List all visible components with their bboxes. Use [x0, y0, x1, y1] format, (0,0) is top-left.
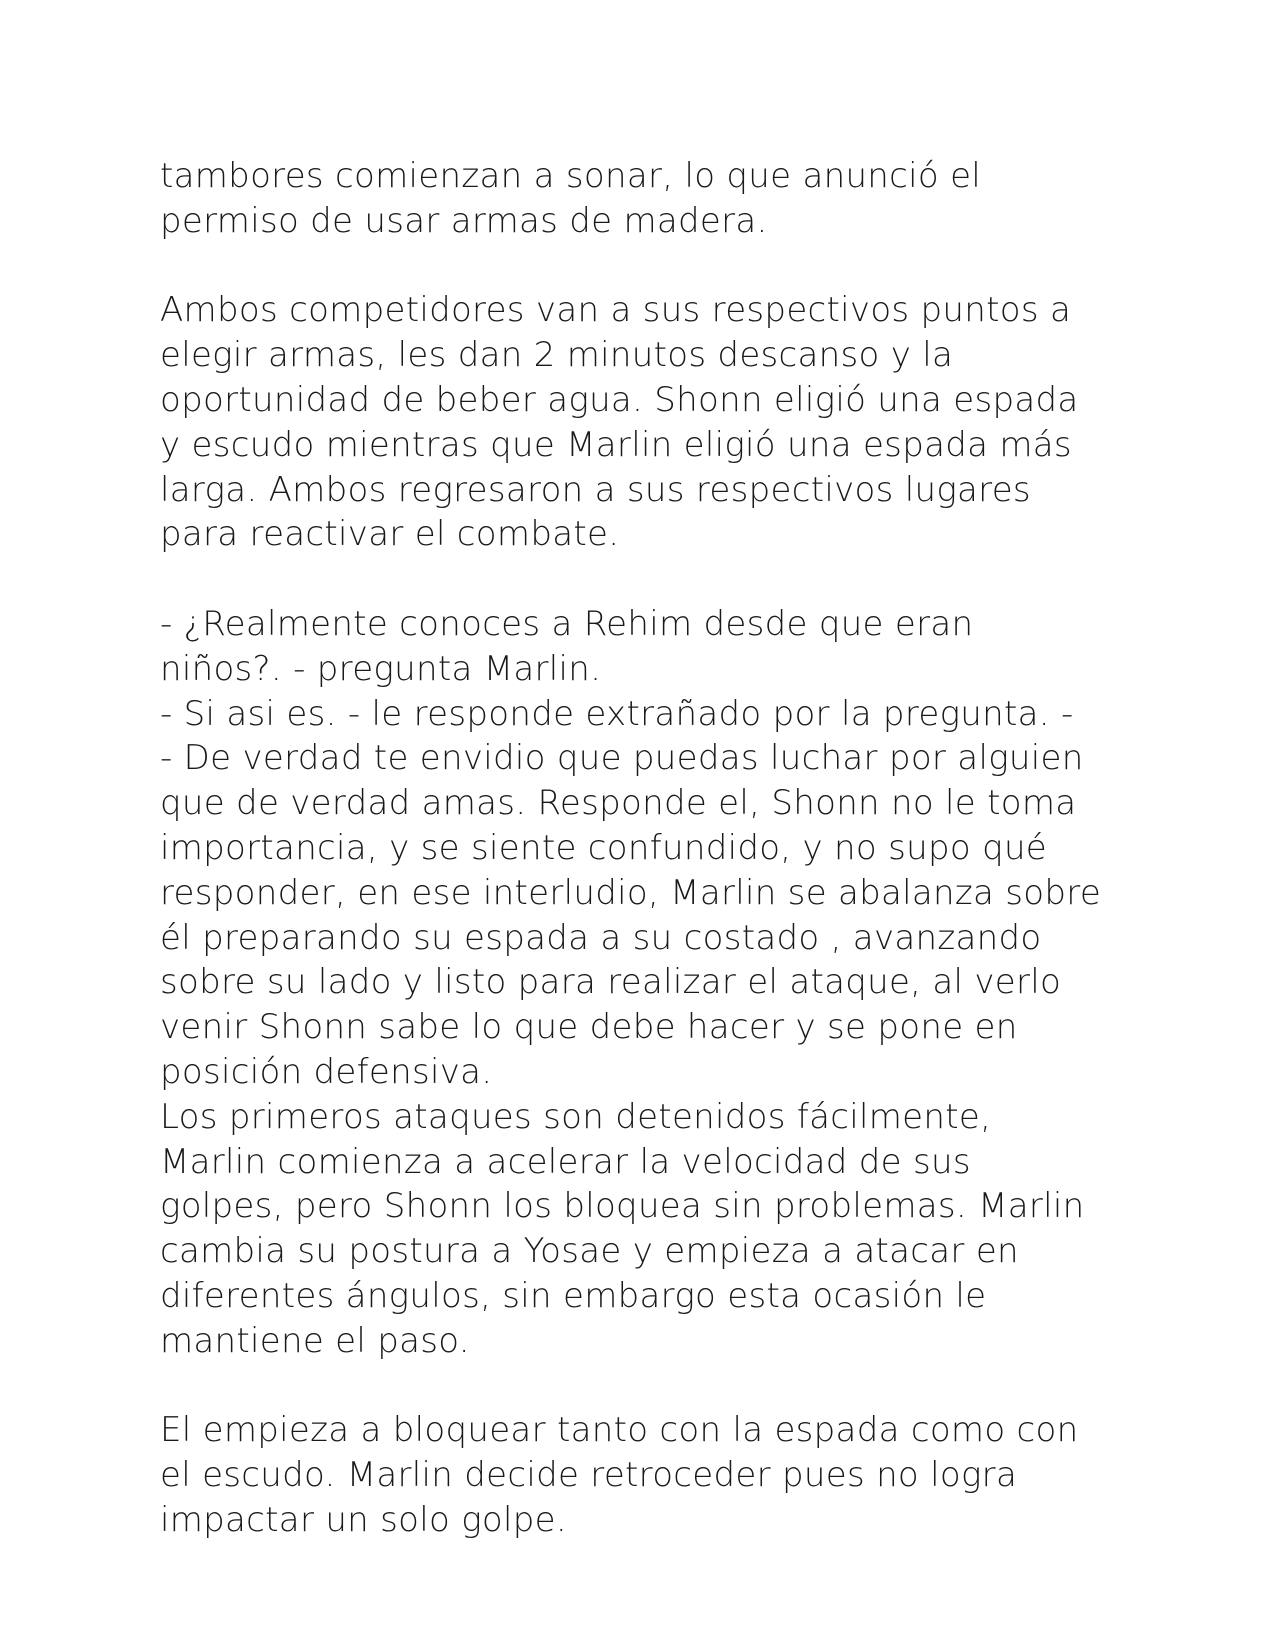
paragraph-gap: [160, 1364, 1160, 1409]
text-line: - Si asi es. - le responde extrañado por la pregunta. -: [160, 693, 1074, 734]
text-line: y escudo mientras que Marlin eligió una espada más: [160, 424, 1072, 465]
text-line: que de verdad amas. Responde el, Shonn no le toma: [160, 783, 1077, 824]
text-line: para reactivar el combate.: [160, 514, 620, 555]
text-line: - De verdad te envidio que puedas luchar por alguien: [160, 738, 1084, 779]
text-line: responder, en ese interludio, Marlin se abalanza sobre: [160, 872, 1102, 913]
text-line: tambores comienzan a sonar, lo que anunció el: [160, 156, 982, 196]
text-line: importancia, y se siente confundido, y no supo qué: [160, 827, 1048, 868]
paragraph-1: [160, 154, 1160, 244]
text-line: posición defensiva.: [160, 1051, 493, 1092]
text-line: niños?. - pregunta Marlin.: [160, 648, 602, 689]
paragraph-2: [160, 288, 1160, 557]
text-line: él preparando su espada a su costado , avanzando: [160, 917, 1042, 958]
text-line: golpes, pero Shonn los bloquea sin problemas. Marlin: [160, 1186, 1085, 1227]
text-line: cambia su postura a Yosae y empieza a atacar en: [160, 1231, 1019, 1272]
text-line: el escudo. Marlin decide retroceder pues no logra: [160, 1455, 1018, 1496]
paragraph-gap: [160, 557, 1160, 602]
text-line: oportunidad de beber agua. Shonn eligió una espada: [160, 379, 1079, 420]
text-line: - ¿Realmente conoces a Rehim desde que eran: [160, 603, 974, 644]
text-line: diferentes ángulos, sin embargo esta ocasión le: [160, 1275, 987, 1316]
text-line: larga. Ambos regresaron a sus respectivos lugares: [160, 469, 1031, 510]
paragraph-gap: [160, 244, 1160, 289]
text-line: Ambos competidores van a sus respectivos puntos a: [160, 290, 1072, 331]
text-line: venir Shonn sabe lo que debe hacer y se pone en: [160, 1007, 1018, 1048]
text-line: Marlin comienza a acelerar la velocidad de sus: [160, 1141, 971, 1182]
text-line: impactar un solo golpe.: [160, 1499, 567, 1540]
text-line: mantiene el paso.: [160, 1320, 470, 1361]
paragraph-3: [160, 602, 1160, 1364]
text-line: permiso de usar armas de madera.: [160, 200, 768, 241]
text-line: El empieza a bloquear tanto con la espada como con: [160, 1410, 1079, 1451]
text-line: sobre su lado y listo para realizar el ataque, al verlo: [160, 962, 1062, 1003]
document-page: [160, 154, 1160, 1543]
text-line: elegir armas, les dan 2 minutos descanso y la: [160, 335, 954, 376]
text-line: Los primeros ataques son detenidos fácilmente,: [160, 1096, 992, 1137]
paragraph-4: [160, 1408, 1160, 1542]
